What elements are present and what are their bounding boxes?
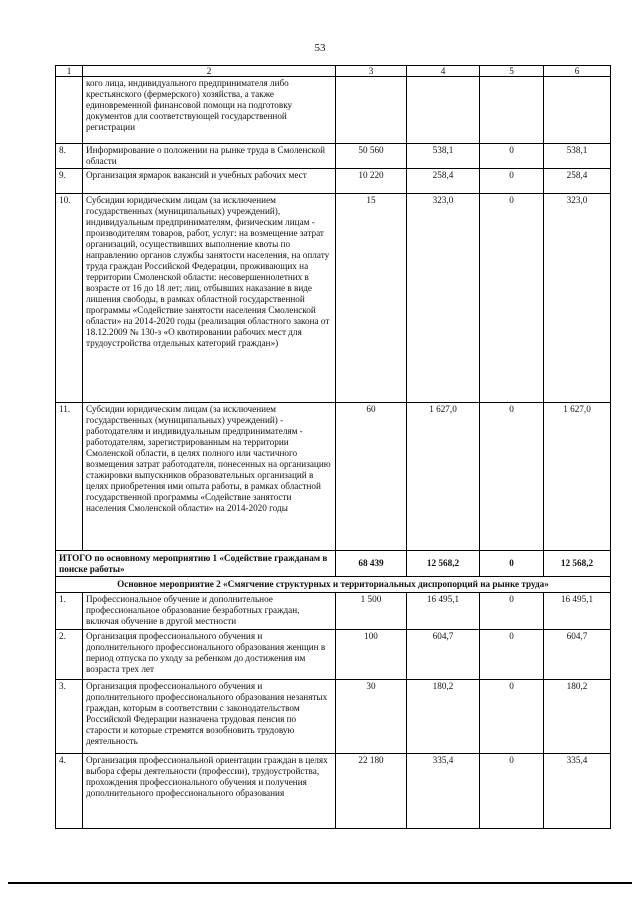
table-row bbox=[56, 630, 611, 680]
cell-value: 0 bbox=[480, 169, 544, 194]
cell-value: 10 220 bbox=[336, 169, 407, 194]
table-row bbox=[56, 680, 611, 754]
header-cell: 1 bbox=[56, 66, 83, 77]
cell-value: 1 627,0 bbox=[544, 403, 611, 551]
total-value: 68 439 bbox=[336, 551, 407, 577]
row-number: 2. bbox=[56, 630, 83, 680]
header-cell: 4 bbox=[407, 66, 480, 77]
cell-value: 323,0 bbox=[544, 194, 611, 403]
cell-value: 1 627,0 bbox=[407, 403, 480, 551]
row-number: 8. bbox=[56, 144, 83, 169]
page-bottom-rule bbox=[8, 882, 632, 884]
cell-value: 50 560 bbox=[336, 144, 407, 169]
cell-value: 180,2 bbox=[407, 680, 480, 754]
row-number: 9. bbox=[56, 169, 83, 194]
cell-value: 22 180 bbox=[336, 754, 407, 829]
row-description: Организация профессионального обучения и дополнительного профессионального образования незанятых граждан, которым в соответствии с законодательством Российской Федерации назначена трудовая пенсия по старости и которые стремятся возобновить трудовую деятельность bbox=[83, 680, 336, 754]
table-row bbox=[56, 194, 611, 403]
total-label: ИТОГО по основному мероприятию 1 «Содействие гражданам в поиске работы» bbox=[56, 551, 336, 577]
header-cell: 3 bbox=[336, 66, 407, 77]
row-description: кого лица, индивидуального предпринимателя либо крестьянского (фермерского) хозяйства, а также единовременной финансовой помощи на подготовку документов для соответствующей государственной регистрации bbox=[83, 77, 336, 144]
row-description: Информирование о положении на рынке труда в Смоленской области bbox=[83, 144, 336, 169]
row-description: Организация ярмарок вакансий и учебных рабочих мест bbox=[83, 169, 336, 194]
row-description: Субсидии юридическим лицам (за исключением государственных (муниципальных) учреждений) - работодателям и индивидуальным предпринимателям - работодателям, зарегистрированным на территории Смоленской области, в целях полного или частичного возмещения затрат работодателя, понесенных на организацию стажировки выпускников образовательных организаций в целях приобретения ими опыта работы, в рамках областной государственной программы «Содействие занятости населения Смоленской области» на 2014-2020 годы bbox=[83, 403, 336, 551]
cell-value: 538,1 bbox=[544, 144, 611, 169]
row-number: 10. bbox=[56, 194, 83, 403]
cell-value: 15 bbox=[336, 194, 407, 403]
cell-value: 0 bbox=[480, 403, 544, 551]
header-cell: 2 bbox=[83, 66, 336, 77]
budget-table bbox=[55, 65, 611, 829]
cell-value: 60 bbox=[336, 403, 407, 551]
cell-value: 335,4 bbox=[407, 754, 480, 829]
row-description: Профессиональное обучение и дополнительное профессиональное образование безработных граждан, включая обучение в другой местности bbox=[83, 593, 336, 630]
section-title-row bbox=[56, 577, 611, 593]
table-row bbox=[56, 77, 611, 144]
cell-value bbox=[480, 77, 544, 144]
cell-value: 604,7 bbox=[544, 630, 611, 680]
cell-value: 16 495,1 bbox=[407, 593, 480, 630]
table-row bbox=[56, 593, 611, 630]
cell-value: 0 bbox=[480, 680, 544, 754]
table-row bbox=[56, 754, 611, 829]
cell-value: 1 500 bbox=[336, 593, 407, 630]
cell-value: 258,4 bbox=[544, 169, 611, 194]
cell-value: 100 bbox=[336, 630, 407, 680]
cell-value bbox=[407, 77, 480, 144]
cell-value: 180,2 bbox=[544, 680, 611, 754]
header-cell: 6 bbox=[544, 66, 611, 77]
cell-value: 538,1 bbox=[407, 144, 480, 169]
row-number: 11. bbox=[56, 403, 83, 551]
section-title: Основное мероприятие 2 «Смягчение структурных и территориальных диспропорций на рынке труда» bbox=[56, 577, 611, 593]
row-number bbox=[56, 77, 83, 144]
total-value: 12 568,2 bbox=[544, 551, 611, 577]
row-number: 3. bbox=[56, 680, 83, 754]
cell-value: 0 bbox=[480, 593, 544, 630]
cell-value: 604,7 bbox=[407, 630, 480, 680]
row-description: Субсидии юридическим лицам (за исключением государственных (муниципальных) учреждений), индивидуальным предпринимателям, физическим лицам - производителям товаров, работ, услуг: на возмещение затрат организаций, осуществивших выполнение квоты по направлению органов службы занятости населения, на оплату труда граждан Российской Федерации, проживающих на территории Смоленской области: несовершеннолетних в возрасте от 16 до 18 лет; лиц, отбывших наказание в виде лишения свободы, в рамках областной государственной программы «Содействие занятости населения Смоленской области» на 2014-2020 годы (реализация областного закона от 18.12.2009 № 130-з «О квотировании рабочих мест для трудоустройства отдельных категорий граждан») bbox=[83, 194, 336, 403]
cell-value: 0 bbox=[480, 630, 544, 680]
cell-value: 335,4 bbox=[544, 754, 611, 829]
row-number: 1. bbox=[56, 593, 83, 630]
cell-value: 30 bbox=[336, 680, 407, 754]
total-row bbox=[56, 551, 611, 577]
table-header-row bbox=[56, 66, 611, 77]
cell-value: 258,4 bbox=[407, 169, 480, 194]
table-row bbox=[56, 403, 611, 551]
header-cell: 5 bbox=[480, 66, 544, 77]
cell-value: 0 bbox=[480, 754, 544, 829]
page-number: 53 bbox=[314, 42, 326, 54]
cell-value: 0 bbox=[480, 194, 544, 403]
cell-value: 0 bbox=[480, 144, 544, 169]
table-row bbox=[56, 169, 611, 194]
table-row bbox=[56, 144, 611, 169]
cell-value bbox=[336, 77, 407, 144]
row-number: 4. bbox=[56, 754, 83, 829]
row-description: Организация профессионального обучения и дополнительного профессионального образования женщин в период отпуска по уходу за ребенком до достижения им возраста трех лет bbox=[83, 630, 336, 680]
total-value: 12 568,2 bbox=[407, 551, 480, 577]
total-value: 0 bbox=[480, 551, 544, 577]
cell-value: 16 495,1 bbox=[544, 593, 611, 630]
row-description: Организация профессиональной ориентации граждан в целях выбора сферы деятельности (профессии), трудоустройства, прохождения профессионального обучения и получения дополнительного профессионального образования bbox=[83, 754, 336, 829]
cell-value: 323,0 bbox=[407, 194, 480, 403]
cell-value bbox=[544, 77, 611, 144]
